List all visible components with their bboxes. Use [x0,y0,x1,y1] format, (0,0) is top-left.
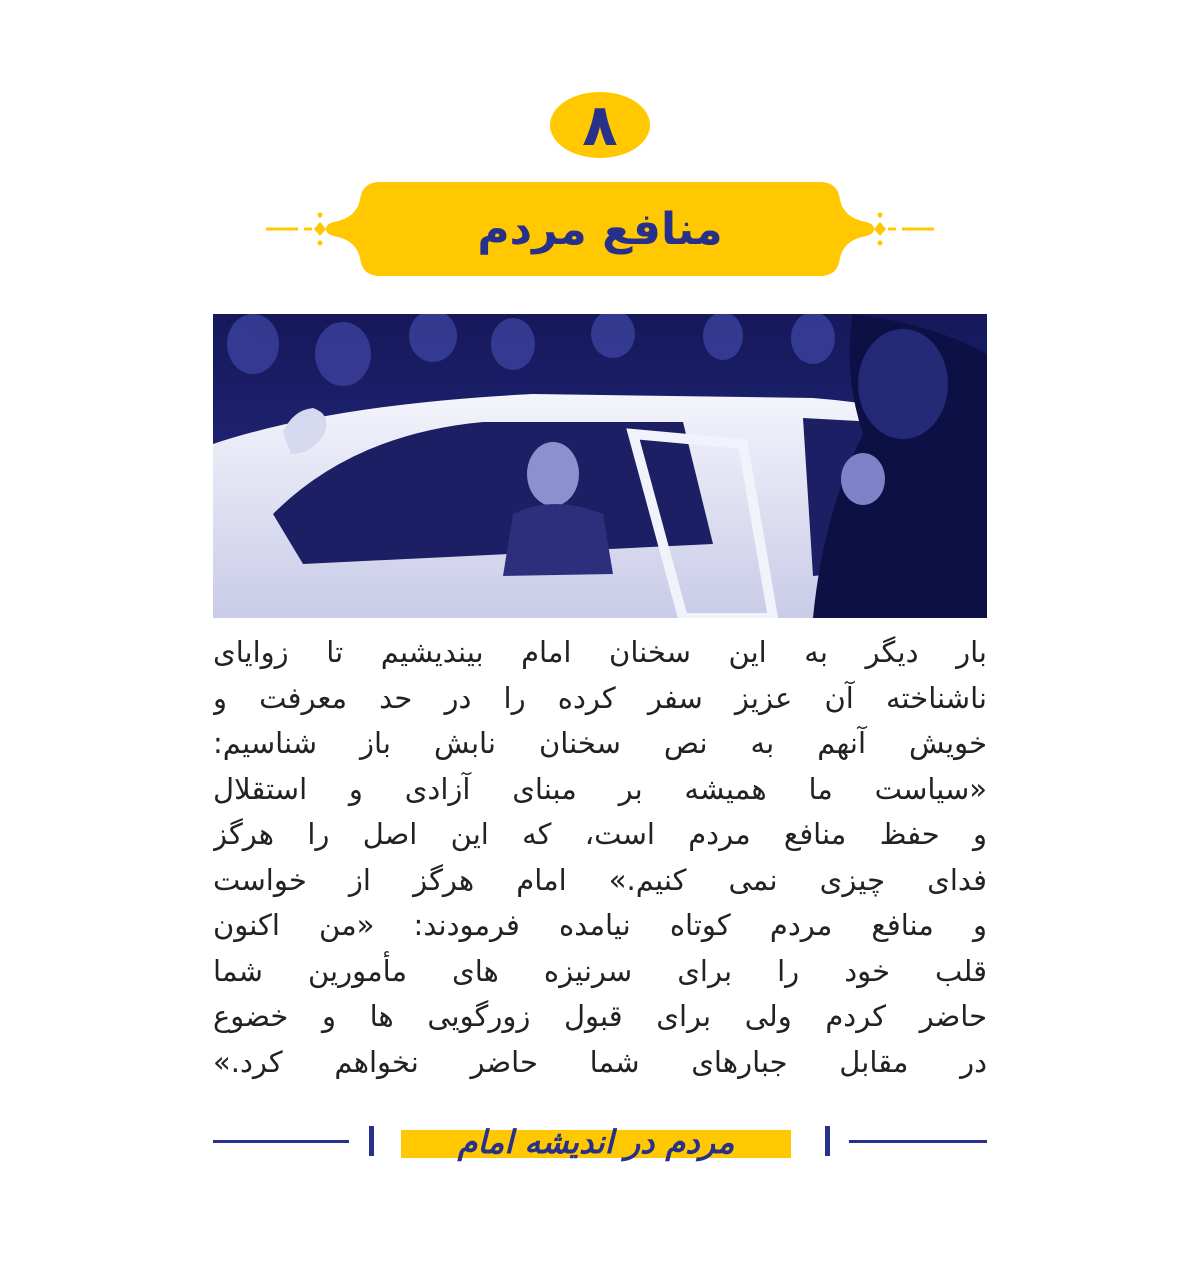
body-line: در مقابل جبارهای شما حاضر نخواهم کرد.» [213,1044,987,1079]
footer-label: مردم در اندیشه امام [457,1123,735,1161]
footer [213,1118,987,1166]
body-line: خویش آنهم به نص سخنان نابش باز شناسیم: [213,726,987,760]
title-text: منافع مردم [477,203,723,255]
footer-divider-right [825,1126,830,1156]
body-line: بار دیگر به این سخنان امام بیندیشیم تا زوایای [213,635,987,669]
footer-divider-left [369,1126,374,1156]
body-line: «سیاست ما همیشه بر مبنای آزادی و استقلال [213,771,987,806]
body-line: و منافع مردم کوتاه نیامده فرمودند: «من اکنون [213,908,987,942]
body-paragraph [213,630,987,1085]
footer-rule-right [849,1140,987,1143]
number-label: ۸ [582,91,618,159]
footer-rule-left [213,1140,349,1143]
body-line: ناشناخته آن عزیز سفر کرده را در حد معرفت و [213,680,987,715]
footer-banner [393,1122,799,1162]
photo [213,314,987,618]
title-banner [262,178,938,280]
number-badge [550,92,650,158]
body-line: فدای چیزی نمی کنیم.» امام هرگز از خواست [213,862,987,897]
body-line: قلب خود را برای سرنیزه های مأمورین شما [213,953,987,988]
body-line: و حفظ منافع مردم است، که این اصل را هرگز [213,817,987,851]
photo-icon [213,314,987,618]
body-line: حاضر کردم ولی برای قبول زورگویی ها و خضوع [213,999,987,1033]
